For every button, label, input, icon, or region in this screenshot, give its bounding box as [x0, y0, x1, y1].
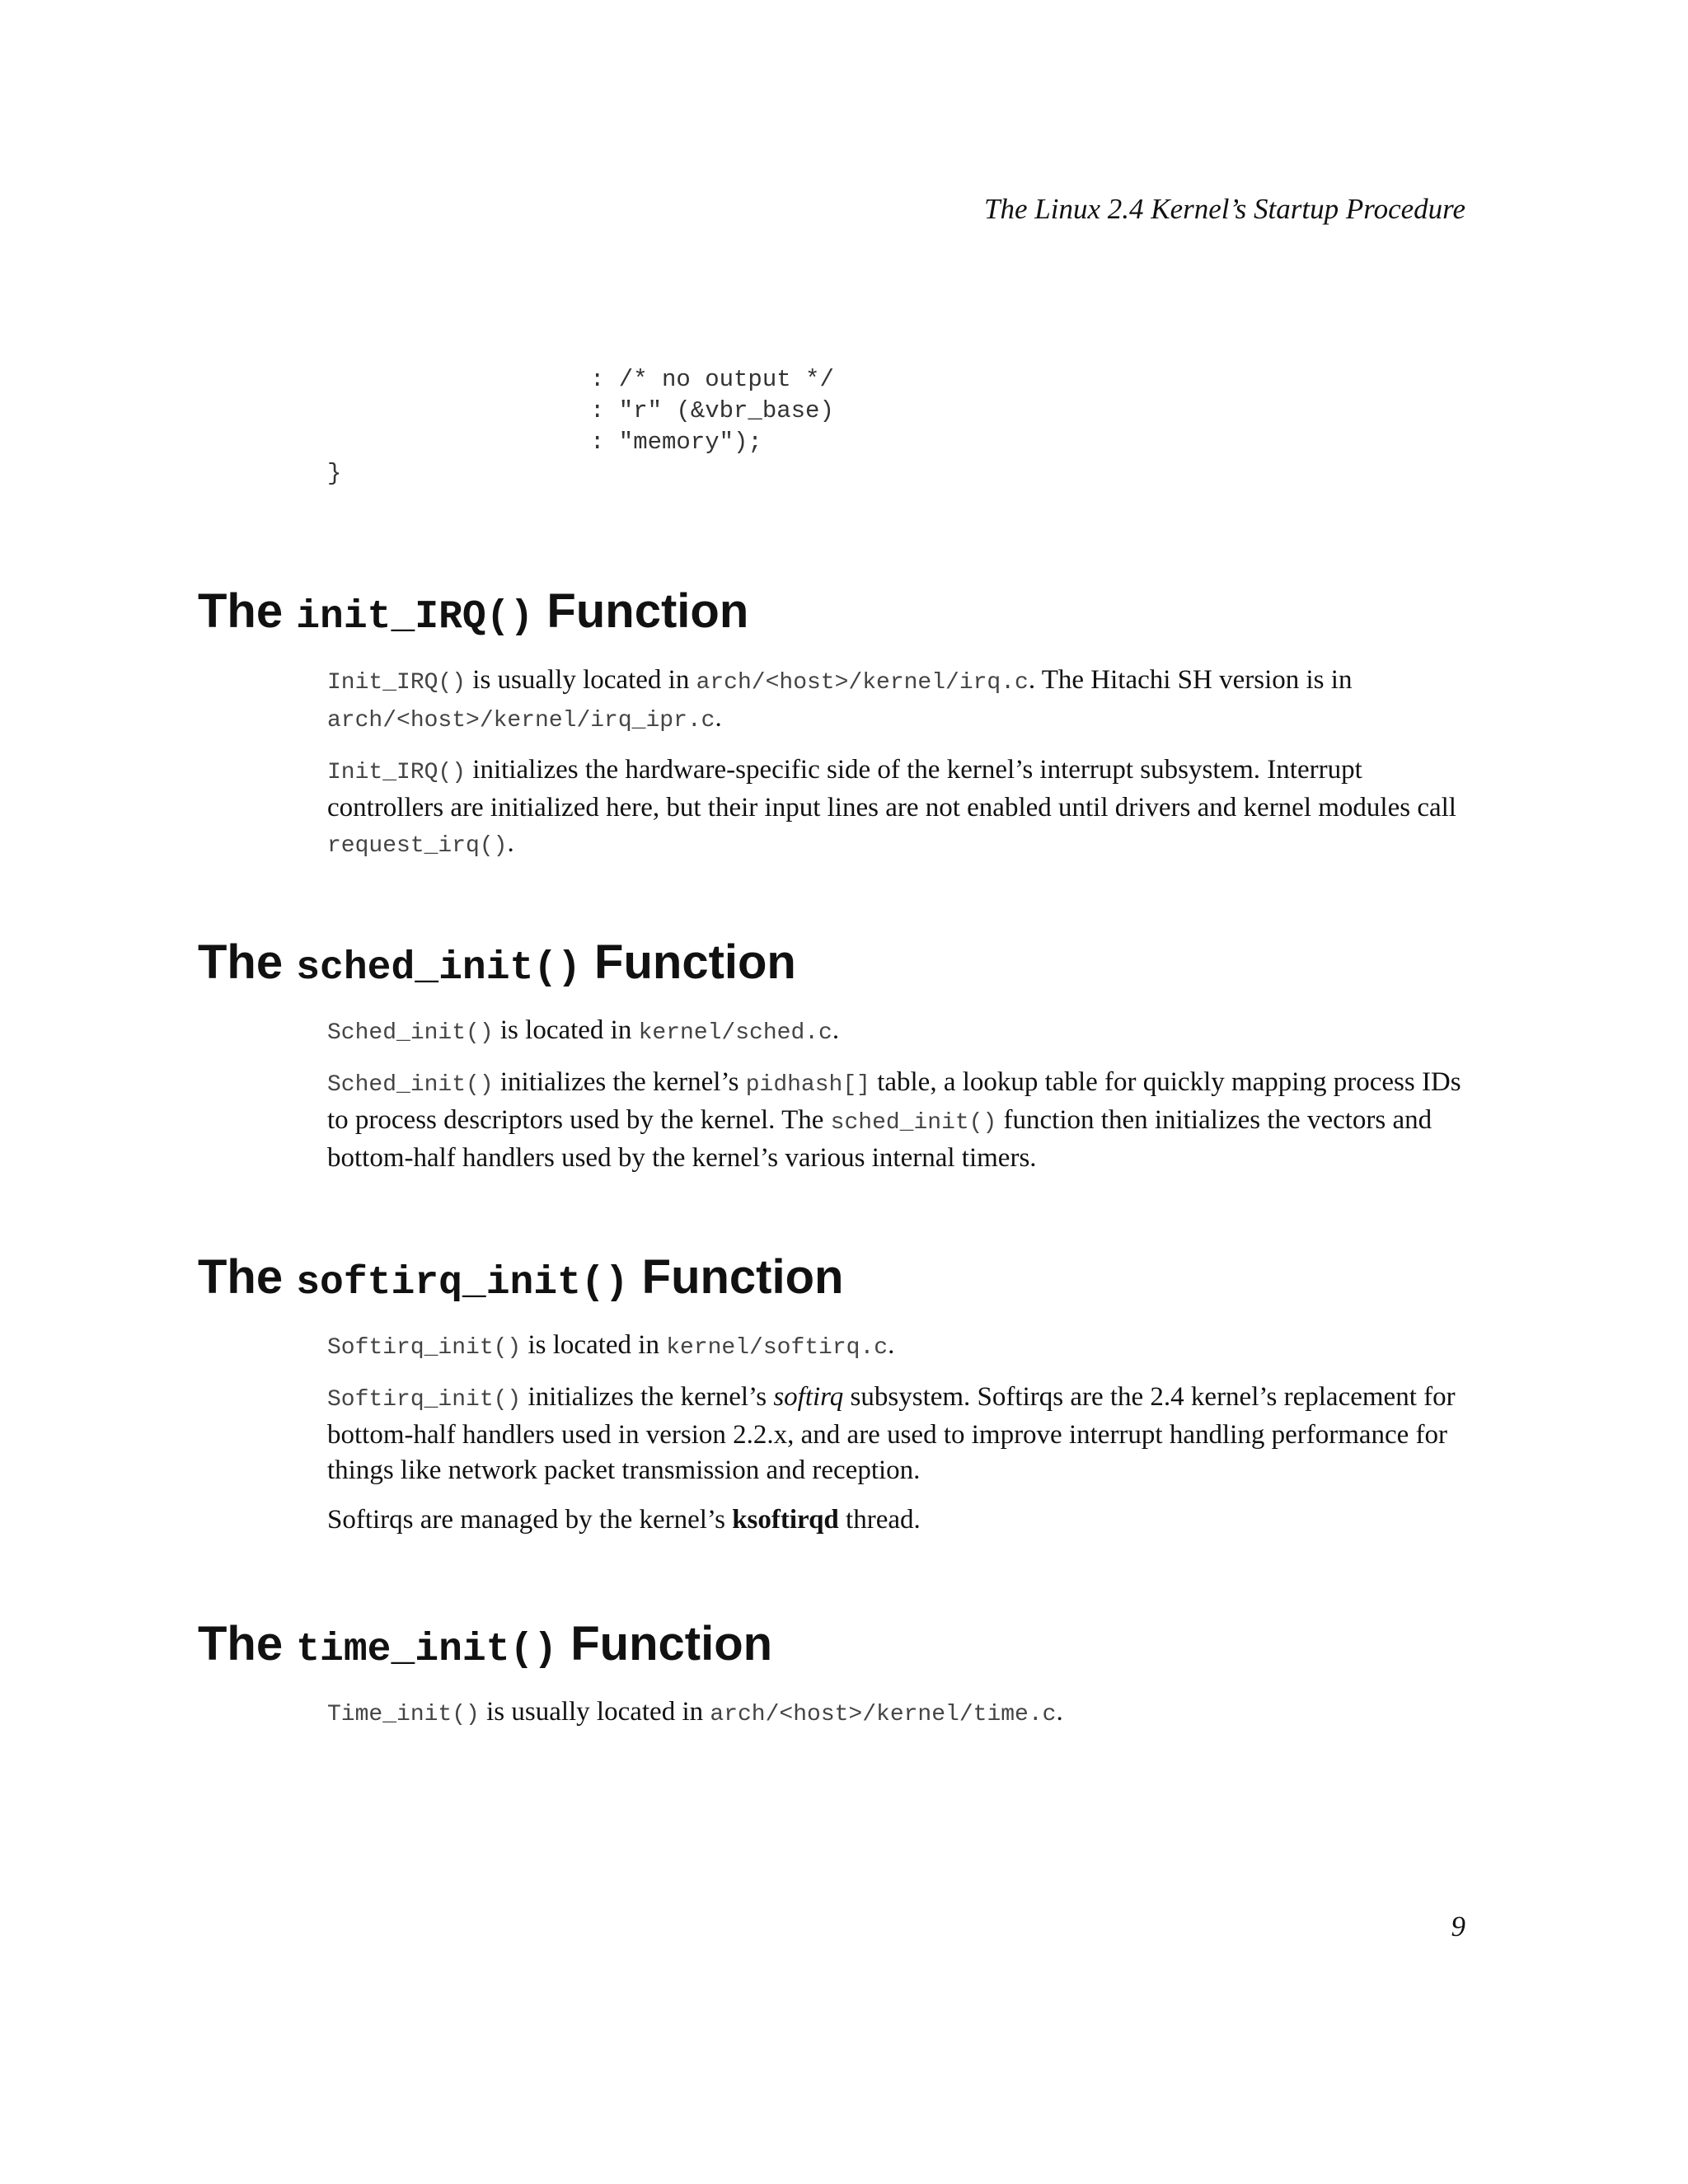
- code-line: : "memory");: [590, 429, 762, 456]
- code-block: [0, 364, 1688, 490]
- section-body-init-irq: [327, 663, 1481, 878]
- section-body-sched-init: [327, 1013, 1481, 1190]
- inline-code: request_irq(): [327, 833, 508, 859]
- paragraph: [327, 1694, 1481, 1732]
- heading-suffix: Function: [546, 584, 749, 638]
- paragraph-text: table, a lookup table for quickly mapping process IDs to process descriptors used by the kernel. The: [327, 1067, 1461, 1135]
- section-body-time-init: [327, 1694, 1481, 1746]
- paragraph: [327, 1380, 1481, 1488]
- paragraph-text: Softirqs are managed by the kernel’s: [327, 1505, 733, 1535]
- inline-code: kernel/sched.c: [638, 1020, 832, 1046]
- inline-code: Time_init(): [327, 1702, 480, 1727]
- inline-code: arch/<host>/kernel/time.c: [710, 1702, 1057, 1727]
- paragraph-text: is usually located in: [479, 1697, 710, 1727]
- section-heading-time-init: [198, 1615, 772, 1679]
- code-closing-brace: }: [327, 460, 342, 487]
- paragraph-text: initializes the hardware-specific side of the kernel’s interrupt subsystem. Interrupt controllers are initialized here, but their input lines are not enabled until drivers and kernel modules call: [327, 755, 1456, 823]
- paragraph-text: initializes the kernel’s: [493, 1067, 746, 1097]
- heading-code: time_init(): [296, 1628, 558, 1672]
- paragraph: [327, 1502, 1481, 1538]
- inline-code: sched_init(): [830, 1110, 997, 1136]
- paragraph-text: .: [507, 828, 514, 858]
- inline-code: Sched_init(): [327, 1072, 494, 1098]
- inline-code: Init_IRQ(): [327, 760, 467, 785]
- paragraph: [327, 1065, 1481, 1176]
- inline-code: Init_IRQ(): [327, 670, 467, 696]
- running-header: The Linux 2.4 Kernel’s Startup Procedure: [984, 193, 1465, 225]
- paragraph-text: . The Hitachi SH version is in: [1028, 665, 1353, 695]
- inline-code: kernel/softirq.c: [666, 1335, 889, 1361]
- paragraph-text: function then initializes the vectors and bottom-half handlers used by the kernel’s various internal timers.: [327, 1105, 1432, 1173]
- heading-prefix: The: [198, 1617, 284, 1671]
- paragraph-text: .: [1056, 1697, 1063, 1727]
- paragraph-text: subsystem. Softirqs are the 2.4 kernel’s replacement for bottom-half handlers used in version 2.2.x, and are used to improve interrupt handling performance for things like network packet transmission and reception.: [327, 1382, 1456, 1485]
- paragraph: [327, 663, 1481, 738]
- paragraph-text: is usually located in: [466, 665, 696, 695]
- heading-code: softirq_init(): [296, 1261, 629, 1305]
- paragraph: [327, 1328, 1481, 1366]
- paragraph-text: .: [832, 1015, 840, 1045]
- paragraph-text: .: [888, 1330, 895, 1360]
- inline-code: Softirq_init(): [327, 1387, 522, 1413]
- paragraph-text: is located in: [521, 1330, 667, 1360]
- paragraph-text: .: [715, 703, 722, 733]
- paragraph-text: is located in: [493, 1015, 639, 1045]
- inline-code: Sched_init(): [327, 1020, 494, 1046]
- inline-code: pidhash[]: [745, 1072, 870, 1098]
- emphasis-text: softirq: [773, 1382, 844, 1412]
- heading-prefix: The: [198, 584, 284, 638]
- code-line: : /* no output */: [590, 366, 834, 393]
- section-heading-sched-init: [198, 934, 796, 997]
- section-heading-softirq-init: [198, 1249, 843, 1312]
- code-line: : "r" (&vbr_base): [590, 397, 834, 424]
- section-heading-init-irq: [198, 583, 748, 646]
- heading-suffix: Function: [570, 1617, 773, 1671]
- heading-code: sched_init(): [296, 946, 581, 991]
- paragraph-text: thread.: [838, 1505, 921, 1535]
- page-number: 9: [1451, 1910, 1465, 1943]
- paragraph-text: initializes the kernel’s: [521, 1382, 774, 1412]
- heading-prefix: The: [198, 1250, 284, 1304]
- heading-code: init_IRQ(): [296, 595, 534, 640]
- heading-suffix: Function: [594, 935, 796, 989]
- heading-suffix: Function: [641, 1250, 844, 1304]
- bold-text: ksoftirqd: [732, 1505, 839, 1535]
- paragraph: [327, 752, 1481, 864]
- section-body-softirq-init: [327, 1328, 1481, 1552]
- inline-code: arch/<host>/kernel/irq.c: [696, 670, 1029, 696]
- heading-prefix: The: [198, 935, 284, 989]
- inline-code: Softirq_init(): [327, 1335, 522, 1361]
- inline-code: arch/<host>/kernel/irq_ipr.c: [327, 708, 715, 733]
- paragraph: [327, 1013, 1481, 1051]
